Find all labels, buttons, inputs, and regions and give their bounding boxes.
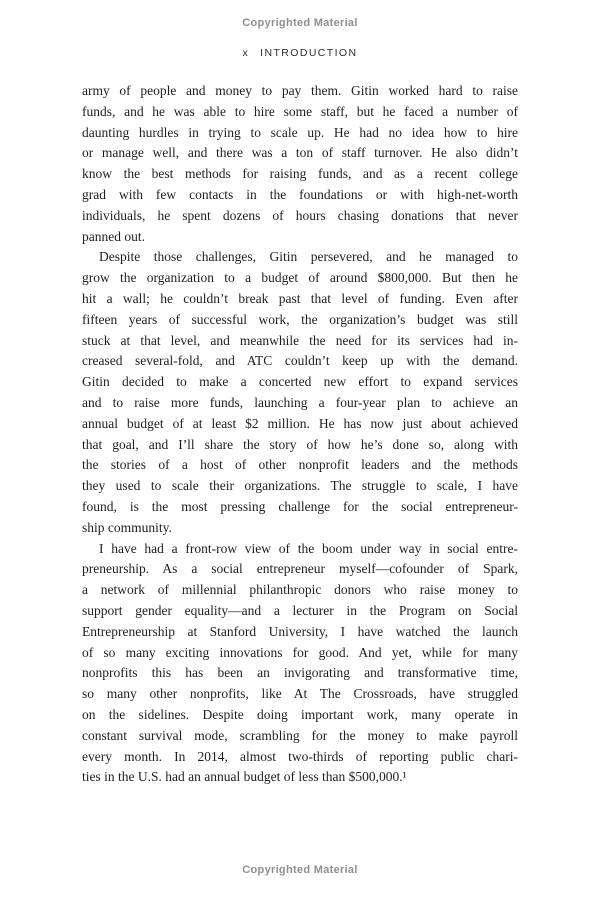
text-line: or manage well, and there was a ton of staff turnover. He also didn’t (82, 145, 518, 161)
text-line: ties in the U.S. had an annual budget of less than $500,000.¹ (82, 769, 407, 785)
text-line: panned out. (82, 228, 145, 244)
text-line: daunting hurdles in trying to scale up. He had no idea how to hire (82, 124, 518, 140)
text-line: ship community. (82, 519, 172, 535)
text-line: know the best methods for raising funds, and as a recent college (82, 166, 518, 182)
text-line: grow the organization to a budget of around $800,000. But then he (82, 270, 518, 286)
body-text (82, 81, 518, 788)
text-line: support gender equality—and a lecturer in the Program on Social (82, 602, 518, 618)
text-line: I have had a front-row view of the boom under way in social entre- (99, 540, 518, 556)
text-line: of so many exciting innovations for good. And yet, while for many (82, 644, 518, 660)
text-line: Gitin decided to make a concerted new effort to expand services (82, 374, 518, 390)
copyright-notice-top: Copyrighted Material (242, 17, 358, 29)
text-line: annual budget of at least $2 million. He has now just about achieved (82, 415, 518, 431)
text-line: they used to scale their organizations. The struggle to scale, I have (82, 478, 518, 494)
text-line: found, is the most pressing challenge for the social entrepreneur- (82, 498, 518, 514)
running-header (0, 47, 600, 59)
page-number: x (242, 47, 250, 59)
text-line: Entrepreneurship at Stanford University, I have watched the launch (82, 623, 518, 639)
text-line: so many other nonprofits, like At The Crossroads, have struggled (82, 686, 518, 702)
text-line: preneurship. As a social entrepreneur myself—cofounder of Spark, (82, 561, 518, 577)
text-line: Despite those challenges, Gitin persevered, and he managed to (99, 249, 518, 265)
paragraph-1 (82, 81, 518, 247)
text-line: that goal, and I’ll share the story of how he’s done so, along with (82, 436, 518, 452)
running-head-title: INTRODUCTION (260, 47, 358, 59)
text-line: the stories of a host of other nonprofit leaders and the methods (82, 457, 518, 473)
copyright-notice-bottom: Copyrighted Material (242, 864, 358, 876)
text-line: every month. In 2014, almost two-thirds of reporting public chari- (82, 748, 518, 764)
paragraph-2 (82, 247, 518, 538)
text-line: grad with few contacts in the foundations or with high-net-worth (82, 186, 518, 202)
text-line: army of people and money to pay them. Gitin worked hard to raise (82, 83, 518, 98)
text-line: individuals, he spent dozens of hours chasing donations that never (82, 207, 518, 223)
text-line: on the sidelines. Despite doing important work, many operate in (82, 706, 518, 722)
text-line: and to raise more funds, launching a four-year plan to achieve an (82, 394, 518, 410)
text-line: nonprofits this has been an invigorating and transformative time, (82, 665, 518, 681)
paragraph-3 (82, 539, 518, 789)
text-line: hit a wall; he couldn’t break past that level of funding. Even after (82, 290, 518, 306)
text-line: creased several-fold, and ATC couldn’t keep up with the demand. (82, 353, 518, 369)
text-line: funds, and he was able to hire some staff, but he faced a number of (82, 103, 518, 119)
text-line: stuck at that level, and meanwhile the need for its services had in- (82, 332, 518, 348)
text-line: fifteen years of successful work, the organization’s budget was still (82, 311, 518, 327)
text-line: a network of millennial philanthropic donors who raise money to (82, 582, 518, 598)
text-line: constant survival mode, scrambling for the money to make payroll (82, 727, 518, 743)
